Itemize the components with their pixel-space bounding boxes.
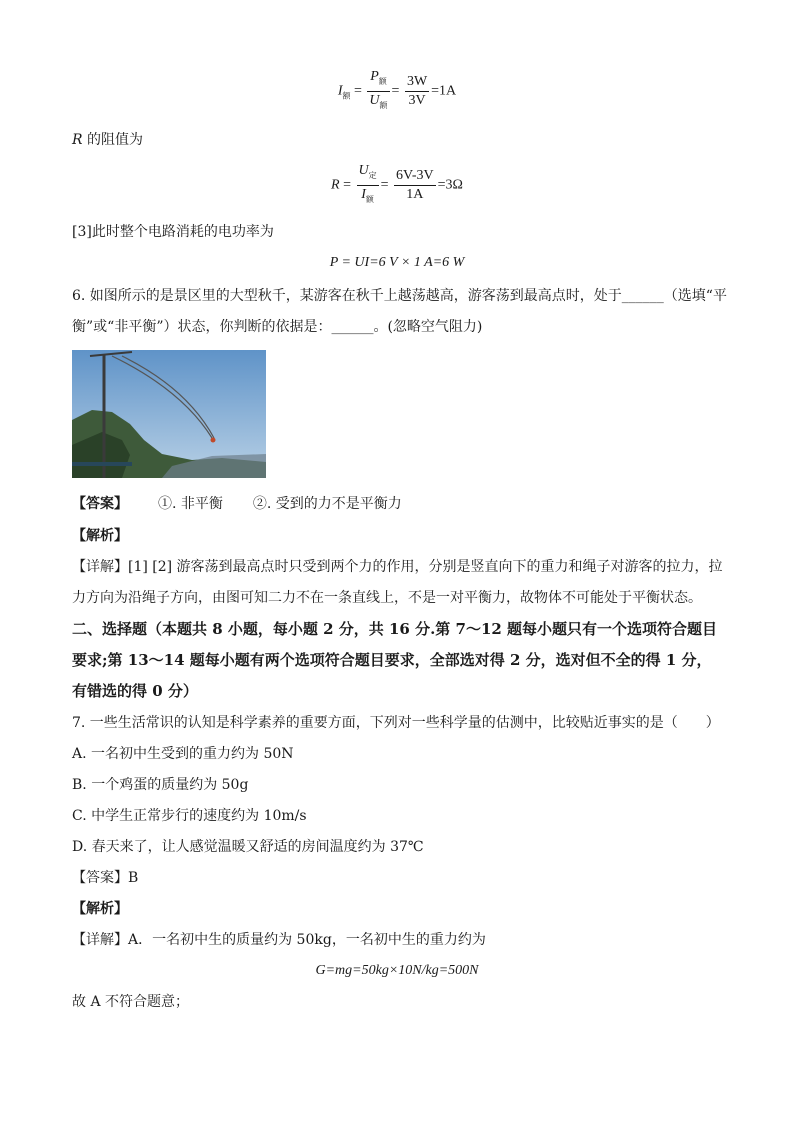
- q7-option-c: C. 中学生正常步行的速度约为 10m/s: [72, 808, 307, 824]
- detail-6-line2: 力方向为沿绳子方向，由图可知二力不在一条直线上，不是一对平衡力，故物体不可能处于平衡状态。: [72, 590, 702, 606]
- answer-7: 【答案】B: [72, 870, 139, 886]
- answer-tag: 【答案】: [72, 496, 128, 512]
- formula-var: R: [331, 177, 340, 193]
- formula-sub: 额: [342, 91, 351, 101]
- q6-stem-line1: 6. 如图所示的是景区里的大型秋千，某游客在秋千上越荡越高，游客荡到最高点时，处于______（选填“平: [72, 288, 727, 304]
- section-2-heading-line2: 要求;第 13～14 题每小题有两个选项符合题目要求，全部选对得 2 分，选对但不全的得 1 分，: [72, 651, 712, 669]
- answer-option-2: ②. 受到的力不是平衡力: [252, 496, 402, 512]
- formula-den: 3V: [408, 92, 426, 108]
- fraction-symbolic: [367, 68, 389, 115]
- q7-stem: 7. 一些生活常识的认知是科学素养的重要方面，下列对一些科学量的估测中，比较贴近事实的是（ ）: [72, 715, 720, 731]
- answer-option-1: ①. 非平衡: [158, 496, 223, 512]
- q7-option-d: D. 春天来了，让人感觉温暖又舒适的房间温度约为 37℃: [72, 839, 424, 855]
- fraction-numeric: [394, 167, 436, 204]
- formula-power: P = UI=6 V × 1 A=6 W: [329, 255, 465, 270]
- analysis-tag-7: 【解析】: [72, 901, 128, 917]
- formula-result: =3Ω: [437, 177, 463, 193]
- formula-var: U: [369, 92, 380, 108]
- formula-sub: 定: [368, 170, 377, 180]
- section-2-heading-line1: 二、选择题（本题共 8 小题，每小题 2 分，共 16 分.第 7～12 题每小题只有一个选项符合题目: [72, 620, 718, 638]
- detail-7: 【详解】A．一名初中生的质量约为 50kg，一名初中生的重力约为: [72, 932, 486, 948]
- formula-var: U: [358, 163, 369, 178]
- formula-result: =1A: [431, 83, 457, 99]
- swing-rider: [211, 438, 216, 443]
- fraction-numeric: [405, 73, 429, 110]
- formula-den: 1A: [406, 186, 424, 202]
- swing-photo-svg: [72, 350, 266, 478]
- q7-option-b: B. 一个鸡蛋的质量约为 50g: [72, 777, 249, 793]
- formula-var: P: [370, 69, 379, 84]
- formula-num: 3W: [405, 73, 429, 92]
- formula-var: I: [337, 83, 343, 99]
- platform-rail: [72, 462, 132, 466]
- conclusion-a: 故 A 不符合题意；: [72, 994, 190, 1010]
- q3-intro: [3]此时整个电路消耗的电功率为: [72, 224, 274, 240]
- formula-current: $I_额$ = $\frac{P_额}{U_额}$ = $\frac{3W}{3V}$ =1A: [0, 68, 794, 115]
- detail-6-line1: 【详解】[1] [2] 游客荡到最高点时只受到两个力的作用，分别是竖直向下的重力和绳子对游客的拉力，拉: [72, 559, 723, 575]
- answer-6: [72, 494, 402, 514]
- formula-sub: 额: [378, 76, 387, 86]
- r-intro: [72, 130, 143, 150]
- section-2-heading-line3: 有错选的得 0 分）: [72, 682, 198, 700]
- formula-sub: 额: [365, 194, 374, 204]
- formula-num: 6V-3V: [394, 167, 436, 186]
- q7-option-a: A. 一名初中生受到的重力约为 50N: [72, 746, 294, 762]
- formula-gravity: G=mg=50kg×10N/kg=500N: [315, 963, 479, 978]
- r-text: 的阻值为: [82, 132, 143, 148]
- formula-resistance: R = $\frac{U_定}{I_额}$ = $\frac{6V-3V}{1A}$ =3Ω: [0, 162, 794, 209]
- analysis-tag: 【解析】: [72, 528, 128, 544]
- fraction-symbolic: [357, 162, 379, 209]
- formula-var: I: [361, 186, 366, 202]
- formula-sub: 额: [379, 100, 388, 110]
- q6-stem-line2: 衡”或“非平衡”）状态，你判断的依据是：______。(忽略空气阻力): [72, 319, 483, 335]
- swing-photo: [72, 350, 266, 478]
- r-var: R: [72, 132, 83, 148]
